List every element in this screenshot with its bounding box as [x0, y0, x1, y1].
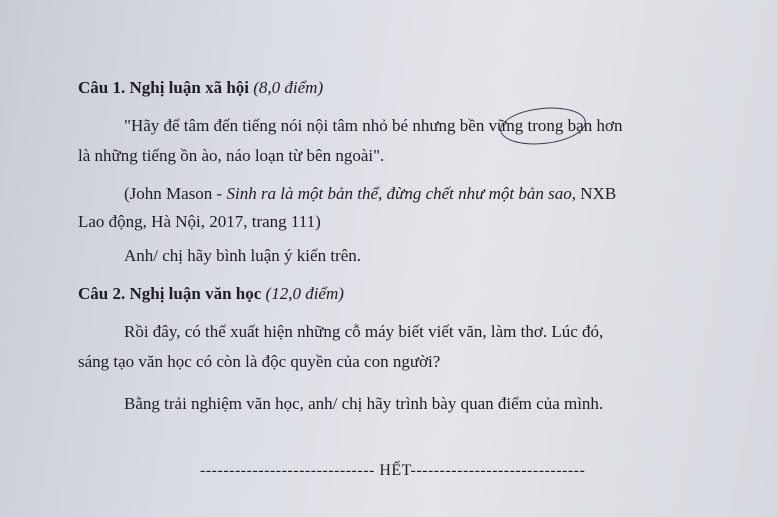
end-right-dashes: ------------------------------	[410, 462, 586, 479]
question-1-source-line-1	[124, 184, 616, 204]
end-left-dashes: ------------------------------	[200, 462, 375, 479]
question-1-heading-line	[78, 78, 323, 98]
question-2-points: (12,0 điểm)	[265, 284, 344, 303]
question-2-heading-line	[78, 284, 344, 304]
question-1-points: (8,0 điểm)	[253, 78, 324, 97]
end-marker	[200, 462, 585, 480]
handwritten-circle-mark	[498, 104, 587, 149]
question-1-heading: Câu 1. Nghị luận xã hội	[78, 78, 249, 97]
question-1-task: Anh/ chị hãy bình luận ý kiến trên.	[124, 246, 362, 265]
question-1-source-line-2: Lao động, Hà Nội, 2017, trang 111)	[78, 212, 321, 231]
question-2-task: Bằng trải nghiệm văn học, anh/ chị hãy trình bày quan điểm của mình.	[124, 394, 604, 413]
source-suffix: , NXB	[571, 184, 617, 203]
end-label: HẾT	[379, 462, 411, 479]
question-2-paragraph-line-2: sáng tạo văn học có còn là độc quyền của con người?	[78, 352, 441, 371]
question-2-paragraph-line-1: Rồi đây, có thể xuất hiện những cỗ máy biết viết văn, làm thơ. Lúc đó,	[124, 322, 604, 341]
question-2-heading: Câu 2. Nghị luận văn học	[78, 284, 262, 303]
source-title: Sinh ra là một bản thể, đừng chết như một bản sao	[226, 184, 572, 203]
question-1-quote-line-2: là những tiếng ồn ào, náo loạn từ bên ngoài".	[78, 146, 385, 165]
source-prefix: (John Mason -	[124, 184, 227, 203]
question-1-quote-line-1: "Hãy để tâm đến tiếng nói nội tâm nhỏ bé nhưng bền vững trong bạn hơn	[124, 116, 623, 135]
